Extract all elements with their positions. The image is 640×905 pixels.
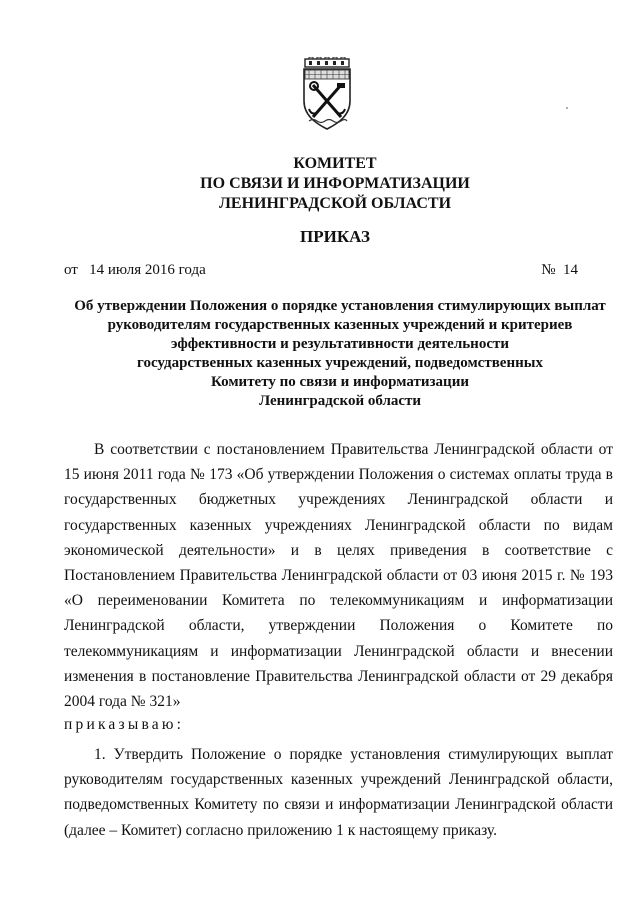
order-item-1: 1. Утвердить Положение о порядке установления стимулирующих выплат руководителям государственных казенных учреждений Ленинградской области, подведомственных Комитету по связи и информатизации Ленинградской области (далее – Комитет) согласно приложению 1 к настоящему приказу. [64,746,613,839]
subject-line: эффективности и результативности деятельности [170,336,509,352]
order-number: № 14 [541,262,578,278]
subject-line: Комитету по связи и информатизации [210,374,469,390]
committee-header [0,154,640,214]
preamble-paragraph: В соответствии с постановлением Правительства Ленинградской области от 15 июня 2011 года № 173 «Об утверждении Положения о системах оплаты труда в государственных бюджетных учреждениях Ленинградской области и государственных казенных учреждениях Ленинградской области по видам экономической деятельности» и в целях приведения в соответствие с Постановлением Правительства Ленинградской области от 03 июня 2015 г. № 193 «О переименовании Комитета по телекоммуникациям и информатизации Ленинградской области, утверждении Положения о Комитете по телекоммуникациям и информатизации Ленинградской области и внесении изменения в постановление Правительства Ленинградской области от 29 декабря 2004 года № 321» [64,441,613,711]
committee-line-3: ЛЕНИНГРАДСКОЙ ОБЛАСТИ [218,195,452,212]
order-word: приказываю: [64,716,185,733]
subject-line: руководителям государственных казенных учреждений и критериев [107,317,573,333]
coat-of-arms-emblem-icon [301,57,353,131]
order-subject [60,297,620,411]
subject-line: Об утверждении Положения о порядке установления стимулирующих выплат [74,298,606,314]
order-title: ПРИКАЗ [300,227,370,246]
committee-line-2: ПО СВЯЗИ И ИНФОРМАТИЗАЦИИ [200,175,470,192]
order-date: от 14 июля 2016 года [64,262,206,278]
committee-line-1: КОМИТЕТ [293,155,377,172]
date-number-line [64,262,578,279]
subject-line: государственных казенных учреждений, подведомственных [137,355,543,371]
subject-line: Ленинградской области [258,393,422,409]
scan-speck [566,107,568,109]
